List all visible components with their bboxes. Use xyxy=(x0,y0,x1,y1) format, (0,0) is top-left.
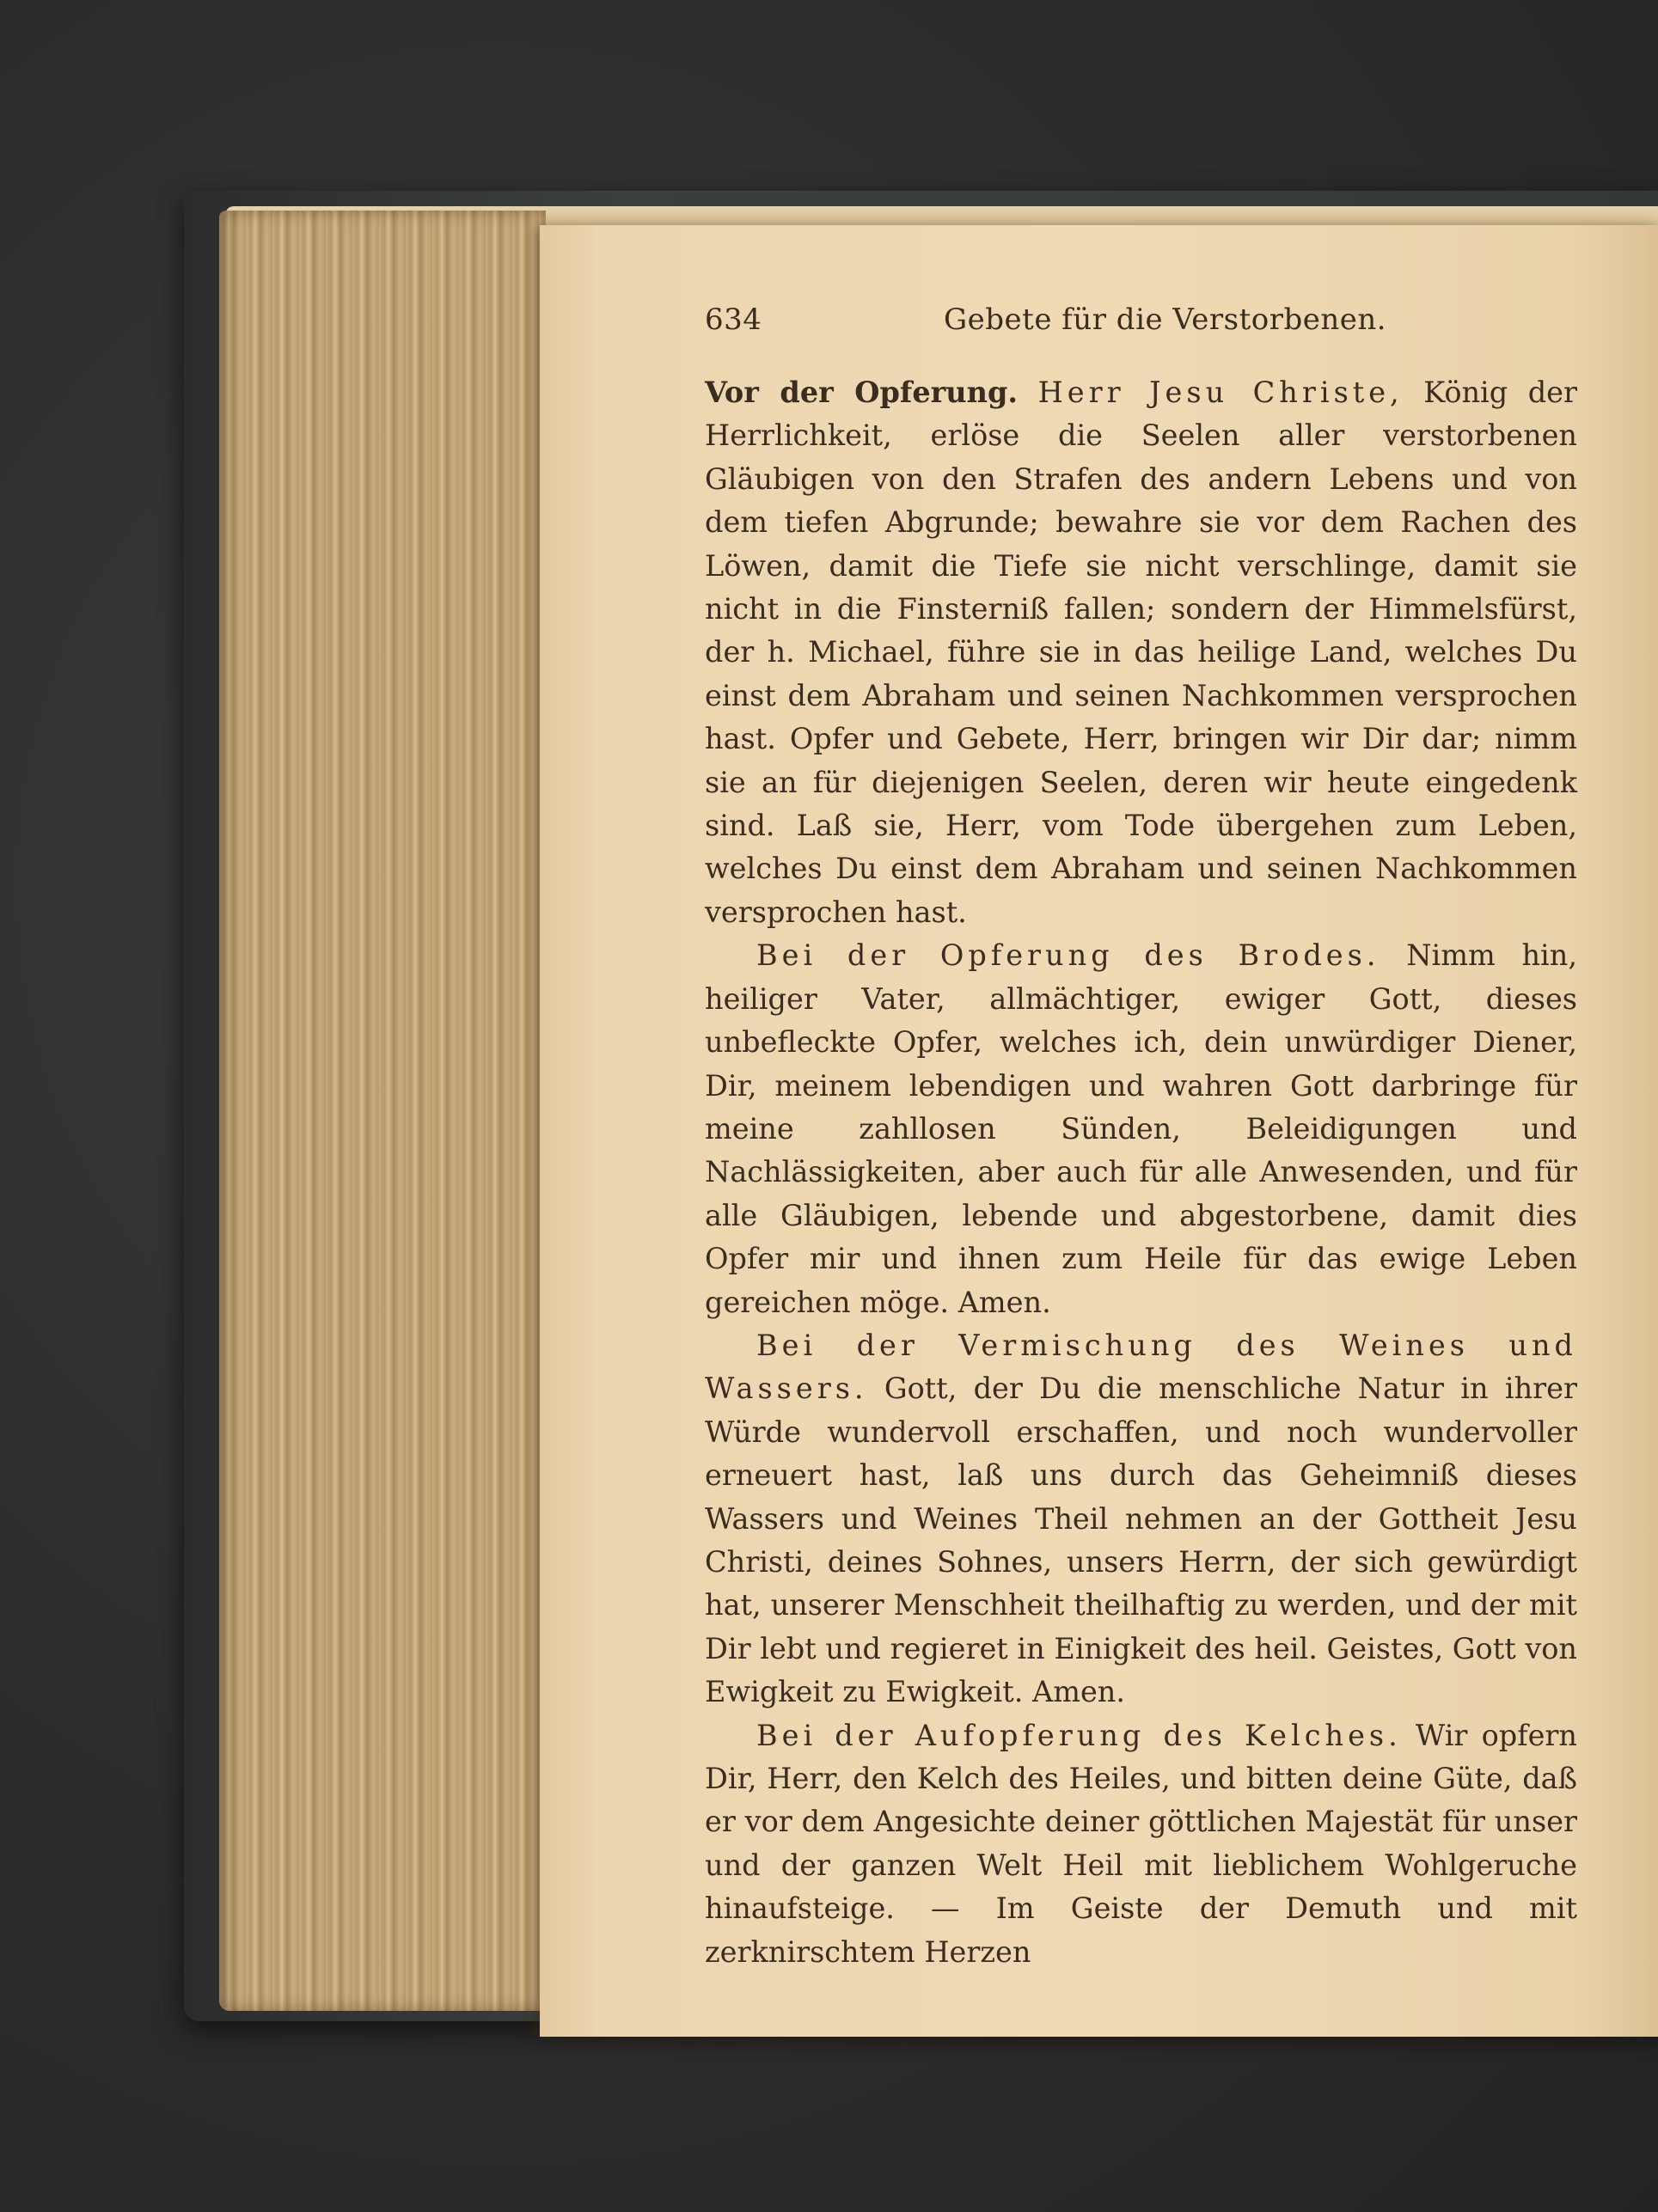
page-content xyxy=(705,302,1577,1974)
paragraph xyxy=(705,934,1577,1324)
paragraph xyxy=(705,1714,1577,1974)
paragraph-lead: Bei der Aufopferung des Kelches. xyxy=(756,1718,1402,1752)
paragraph-text: Gott, der Du die menschliche Natur in ihrer Würde wundervoll erschaffen, und noch wundervoller erneuert hast, laß uns durch das Geheimniß dieses Wassers und Weines Theil nehmen an der Gottheit Jesu Christi, deines Sohnes, unsers Herrn, der sich gewürdigt hat, unserer Menschheit theilhaftig zu werden, und der mit Dir lebt und regieret in Einigkeit des heil. Geistes, Gott von Ewigkeit zu Ewigkeit. Amen. xyxy=(705,1372,1577,1709)
page-edges xyxy=(219,211,546,2011)
paragraph xyxy=(705,371,1577,934)
page-header xyxy=(705,302,1577,354)
running-title: Gebete für die Verstorbenen. xyxy=(944,302,1387,337)
paragraph-lead: Bei der Opferung des Brodes. xyxy=(756,938,1380,973)
page-number: 634 xyxy=(705,302,762,337)
paragraph xyxy=(705,1324,1577,1714)
paragraph-lead: Bei der Vermischung des Weines und Wassers. xyxy=(705,1328,1577,1406)
paragraph-lead: Vor der Opferung. xyxy=(705,376,1019,409)
paragraph-text: König der Herrlichkeit, erlöse die Seelen aller verstorbenen Gläubigen von den Strafen des andern Lebens und von dem tiefen Abgrunde; bewahre sie vor dem Rachen des Löwen, damit die Tiefe sie nicht verschlinge, damit sie nicht in die Finsterniß fallen; sondern der Himmelsfürst, der h. Michael, führe sie in das heilige Land, welches Du einst dem Abraham und seinen Nachkommen versprochen hast. Opfer und Gebete, Herr, bringen wir Dir dar; nimm sie an für diejenigen Seelen, deren wir heute eingedenk sind. Laß sie, Herr, vom Tode übergehen zum Leben, welches Du einst dem Abraham und seinen Nachkommen versprochen hast. xyxy=(705,376,1577,929)
paragraph-text: Wir opfern Dir, Herr, den Kelch des Heiles, und bitten deine Güte, daß er vor dem Angesichte deiner göttlichen Majestät für unser und der ganzen Welt Heil mit lieblichem Wohlgeruche hinaufsteige. — Im Geiste der Demuth und mit zerknirschtem Herzen xyxy=(705,1718,1578,1969)
paragraph-text: Nimm hin, heiliger Vater, allmächtiger, ewiger Gott, dieses unbefleckte Opfer, welches ich, dein unwürdiger Diener, Dir, meinem lebendigen und wahren Gott darbringe für meine zahllosen Sünden, Beleidigungen und Nachlässigkeiten, aber auch für alle Anwesenden, und für alle Gläubigen, lebende und abgestorbene, damit dies Opfer mir und ihnen zum Heile für das ewige Leben gereichen möge. Amen. xyxy=(705,938,1577,1319)
body-text xyxy=(705,371,1577,1974)
spaced-invocation: Herr Jesu Christe, xyxy=(1037,376,1404,409)
